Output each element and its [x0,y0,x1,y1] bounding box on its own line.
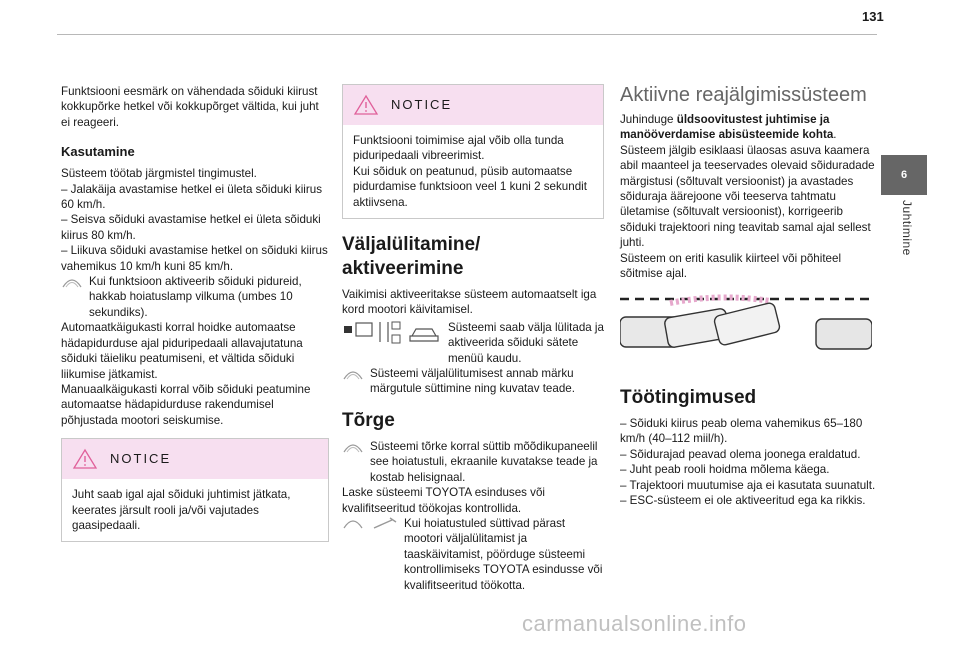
tip-block [61,274,329,320]
tip-block [342,439,604,485]
notice-title: NOTICE [391,97,453,113]
condition-item: – Sõidurajad peavad olema joonega eraldatud. [620,447,861,461]
warning-triangle-icon [353,94,379,116]
usage-heading: Kasutamine [61,144,135,160]
usage-line: Süsteem töötab järgmistel tingimustel. [61,167,257,181]
notice-body [343,125,603,218]
system-description: Süsteem jälgib esiklaasi ülaosas asuva kaamera abil maanteel ja teeservades olevaid sõiduradade märgistusi (sõltuvalt versioonist) ja avastades sõiduraja äärejoone või teeserva tahtmatu ületamise (sõltuvalt versioonist), korrigeerib sõiduki trajektoori ning teavitab samal ajal sellest juhti. [620,143,875,250]
notice-text: Funktsiooni toimimise ajal võib olla tunda piduripedaali vibreerimist. [353,134,564,163]
tip-block [342,366,604,397]
notice-title: NOTICE [110,451,172,467]
default-activation-text: Vaikimisi aktiveeritakse süsteem automaatselt iga kord mootori käivitamisel. [342,288,597,317]
tip-block [342,516,604,593]
info-tip-icon [342,367,364,381]
tip-text: Kui funktsioon aktiveerib sõiduki pidureid, hakkab hoiatuslamp vilkuma (umbes 10 sekundiks). [89,275,302,319]
usage-line: – Jalakäija avastamise hetkel ei ületa sõiduki kiirus 60 km/h. [61,182,322,212]
column-1 [61,84,329,542]
deactivation-heading: Väljalülitamine/ aktiveerimine [342,234,481,280]
chapter-label: Juhtimine [900,200,914,256]
fault-restart-text: Kui hoiatustuled süttivad pärast mootori väljalülitamist ja taaskäivitamist, pöörduge süsteemi kontrollimiseks TOYOTA esindusse või kvalifitseeritud töökotta. [404,516,603,592]
info-tip-icon [342,440,364,454]
column-3 [620,84,878,508]
condition-item: – Sõiduki kiirus peab olema vahemikus 65–180 km/h (40–112 miil/h). [620,416,863,446]
fault-heading: Tõrge [342,409,395,431]
watermark: carmanualsonline.info [522,611,747,636]
notice-text: Juht saab igal ajal sõiduki juhtimist jätkata, keerates järsult rooli ja/või vajutades gaasipedaali. [62,479,328,541]
info-tip-icon [61,275,83,289]
notice-box [342,84,604,219]
header-rule [57,34,877,35]
fault-check-text: Laske süsteemi TOYOTA esinduses või kvalifitseeritud töökojas kontrollida. [342,486,545,515]
page-number: 131 [862,9,884,24]
lead-text: Juhinduge üldsoovitustest juhtimise ja manööverdamise abisüsteemide kohta. [620,113,837,142]
tip-text: Süsteemi väljalülitumisest annab märku märgutule süttimine ning kuvatav teade. [370,367,575,396]
manual-brake-text: Manuaalkäigukasti korral võib sõiduki peatumine automaatse hädapidurduse rakendumisel põhjustada mootori seiskumise. [61,382,311,427]
section-heading: Aktiivne reajälgimissüsteem [620,84,867,106]
usage-note: Süsteem on eriti kasulik kiirteel või põhiteel sõitmise ajal. [620,251,842,281]
usage-line: – Seisva sõiduki avastamise hetkel ei ületa sõiduki kiirus 80 km/h. [61,213,321,242]
wrench-info-icon [342,516,398,532]
chapter-tab[interactable]: 6 [881,155,927,195]
fault-text: Süsteemi tõrke korral süttib mõõdikupaneelil see hoiatustuli, ekraanile kuvatakse teade ja kostab helisignaal. [370,439,598,484]
lane-keeping-illustration [620,291,872,367]
auto-brake-text: Automaatkäigukasti korral hoidke automaatse hädapidurduse ajal piduripedaali allavajutatuna sõiduki täieliku peatumiseni, et vältida sõiduki liikumise jätkamist. [61,321,303,381]
condition-item: – Trajektoori muutumise aja ei kasutata suunatult. [620,478,876,492]
notice-header [343,85,603,125]
warning-triangle-icon [72,448,98,470]
notice-box [61,438,329,542]
notice-text: Kui sõiduk on peatunud, püsib automaatse pidurdamise funktsioon veel 1 kuni 2 sekundit aktiivsena. [353,164,587,209]
settings-icons [342,320,442,346]
settings-menu-text: Süsteemi saab välja lülitada ja aktiveerida sõiduki sätete menüü kaudu. [448,320,604,365]
condition-item: – ESC-süsteem ei ole aktiveeritud ega ka rikkis. [620,493,866,507]
condition-item: – Juht peab rooli hoidma mõlema käega. [620,463,830,477]
usage-line: – Liikuva sõiduki avastamise hetkel on sõiduki kiirus vahemikus 10 km/h kuni 85 km/h. [61,244,328,273]
intro-text: Funktsiooni eesmärk on vähendada sõiduki kiirust kokkupõrke hetkel või kokkupõrget vältida, kui juht ei reageeri. [61,85,319,129]
notice-header [62,439,328,479]
conditions-heading: Töötingimused [620,386,757,408]
settings-row [342,320,604,366]
column-2 [342,84,604,593]
